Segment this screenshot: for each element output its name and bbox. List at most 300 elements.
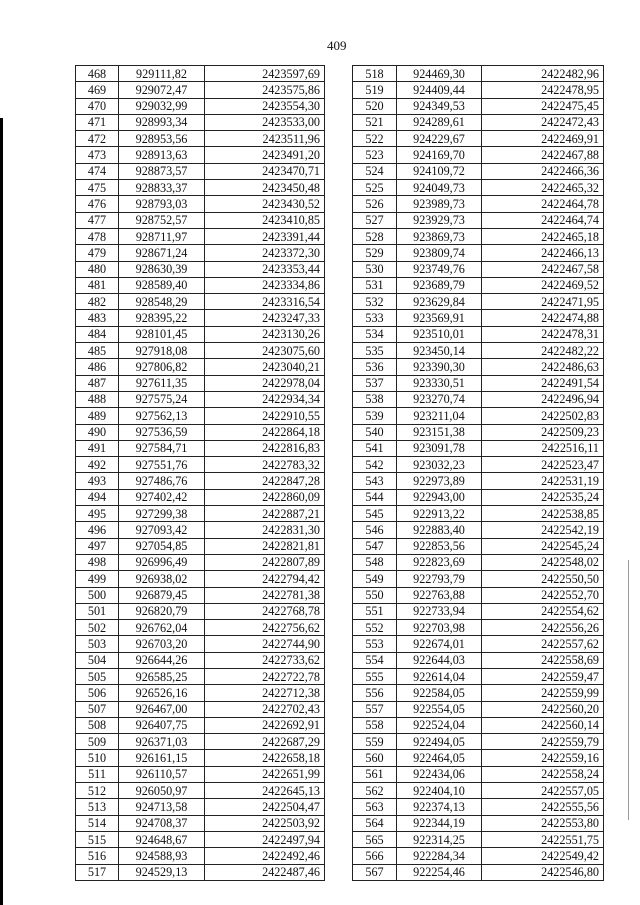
table-row	[353, 163, 604, 179]
table-row	[76, 636, 325, 652]
table-row	[353, 506, 604, 522]
y-coordinate-cell: 2423391,44	[205, 228, 325, 244]
y-coordinate-cell: 2422497,94	[205, 831, 325, 847]
x-coordinate-cell: 927584,71	[119, 440, 205, 456]
table-row	[353, 114, 604, 130]
x-coordinate-cell: 928913,63	[119, 147, 205, 163]
y-coordinate-cell: 2422910,55	[205, 408, 325, 424]
point-number-cell: 471	[76, 114, 119, 130]
x-coordinate-cell: 922374,13	[397, 799, 482, 815]
point-number-cell: 537	[353, 375, 397, 391]
x-coordinate-cell: 927806,82	[119, 359, 205, 375]
table-row	[76, 294, 325, 310]
table-row	[76, 391, 325, 407]
table-row	[76, 473, 325, 489]
y-coordinate-cell: 2422816,83	[205, 440, 325, 456]
x-coordinate-cell: 922793,79	[397, 571, 482, 587]
page-number-text: 409	[327, 38, 347, 53]
x-coordinate-cell: 923510,01	[397, 326, 482, 342]
x-coordinate-cell: 926526,16	[119, 685, 205, 701]
point-number-cell: 513	[76, 799, 119, 815]
table-row	[353, 717, 604, 733]
y-coordinate-cell: 2422466,13	[482, 245, 604, 261]
table-row	[353, 375, 604, 391]
scan-edge-bar	[0, 118, 3, 905]
y-coordinate-cell: 2422491,54	[482, 375, 604, 391]
x-coordinate-cell: 928993,34	[119, 114, 205, 130]
y-coordinate-cell: 2422557,62	[482, 636, 604, 652]
y-coordinate-cell: 2422464,78	[482, 196, 604, 212]
coordinates-table-left	[75, 65, 325, 881]
point-number-cell: 474	[76, 163, 119, 179]
table-row	[353, 620, 604, 636]
x-coordinate-cell: 922674,01	[397, 636, 482, 652]
y-coordinate-cell: 2422768,78	[205, 603, 325, 619]
x-coordinate-cell: 924708,37	[119, 815, 205, 831]
point-number-cell: 499	[76, 571, 119, 587]
x-coordinate-cell: 924109,72	[397, 163, 482, 179]
y-coordinate-cell: 2422559,16	[482, 750, 604, 766]
table-row	[76, 571, 325, 587]
table-row	[76, 440, 325, 456]
y-coordinate-cell: 2423533,00	[205, 114, 325, 130]
table-row	[353, 522, 604, 538]
y-coordinate-cell: 2422702,43	[205, 701, 325, 717]
table-row	[353, 766, 604, 782]
table-row	[353, 343, 604, 359]
point-number-cell: 491	[76, 440, 119, 456]
point-number-cell: 522	[353, 131, 397, 147]
table-row	[353, 180, 604, 196]
table-row	[353, 66, 604, 82]
x-coordinate-cell: 922703,98	[397, 620, 482, 636]
point-number-cell: 504	[76, 652, 119, 668]
table-row	[353, 587, 604, 603]
y-coordinate-cell: 2422559,99	[482, 685, 604, 701]
x-coordinate-cell: 924349,53	[397, 98, 482, 114]
y-coordinate-cell: 2422794,42	[205, 571, 325, 587]
y-coordinate-cell: 2422467,88	[482, 147, 604, 163]
table-row	[76, 196, 325, 212]
point-number-cell: 521	[353, 114, 397, 130]
point-number-cell: 552	[353, 620, 397, 636]
y-coordinate-cell: 2422467,58	[482, 261, 604, 277]
x-coordinate-cell: 922973,89	[397, 473, 482, 489]
x-coordinate-cell: 922404,10	[397, 783, 482, 799]
x-coordinate-cell: 923450,14	[397, 343, 482, 359]
y-coordinate-cell: 2422492,46	[205, 848, 325, 864]
y-coordinate-cell: 2423554,30	[205, 98, 325, 114]
table-row	[353, 196, 604, 212]
point-number-cell: 490	[76, 424, 119, 440]
y-coordinate-cell: 2422831,30	[205, 522, 325, 538]
table-row	[353, 457, 604, 473]
x-coordinate-cell: 922913,22	[397, 506, 482, 522]
table-row	[76, 815, 325, 831]
point-number-cell: 533	[353, 310, 397, 326]
x-coordinate-cell: 928630,39	[119, 261, 205, 277]
point-number-cell: 492	[76, 457, 119, 473]
x-coordinate-cell: 929072,47	[119, 82, 205, 98]
x-coordinate-cell: 926703,20	[119, 636, 205, 652]
point-number-cell: 483	[76, 310, 119, 326]
y-coordinate-cell: 2423450,48	[205, 180, 325, 196]
x-coordinate-cell: 922943,00	[397, 489, 482, 505]
table-row	[353, 701, 604, 717]
coordinates-table-left-body	[76, 66, 325, 881]
x-coordinate-cell: 922314,25	[397, 831, 482, 847]
y-coordinate-cell: 2422553,80	[482, 815, 604, 831]
x-coordinate-cell: 927054,85	[119, 538, 205, 554]
x-coordinate-cell: 922344,19	[397, 815, 482, 831]
x-coordinate-cell: 927536,59	[119, 424, 205, 440]
table-row	[76, 359, 325, 375]
table-row	[76, 554, 325, 570]
point-number-cell: 539	[353, 408, 397, 424]
x-coordinate-cell: 922584,05	[397, 685, 482, 701]
x-coordinate-cell: 927575,24	[119, 391, 205, 407]
point-number-cell: 515	[76, 831, 119, 847]
y-coordinate-cell: 2422847,28	[205, 473, 325, 489]
point-number-cell: 518	[353, 66, 397, 82]
table-row	[353, 98, 604, 114]
y-coordinate-cell: 2423597,69	[205, 66, 325, 82]
y-coordinate-cell: 2422781,38	[205, 587, 325, 603]
y-coordinate-cell: 2422658,18	[205, 750, 325, 766]
y-coordinate-cell: 2422469,52	[482, 277, 604, 293]
table-row	[76, 831, 325, 847]
point-number-cell: 524	[353, 163, 397, 179]
x-coordinate-cell: 922494,05	[397, 734, 482, 750]
table-row	[353, 147, 604, 163]
point-number-cell: 538	[353, 391, 397, 407]
point-number-cell: 530	[353, 261, 397, 277]
y-coordinate-cell: 2422556,26	[482, 620, 604, 636]
x-coordinate-cell: 928395,22	[119, 310, 205, 326]
point-number-cell: 550	[353, 587, 397, 603]
point-number-cell: 480	[76, 261, 119, 277]
point-number-cell: 561	[353, 766, 397, 782]
table-row	[353, 245, 604, 261]
point-number-cell: 567	[353, 864, 397, 880]
x-coordinate-cell: 926110,57	[119, 766, 205, 782]
table-row	[76, 750, 325, 766]
x-coordinate-cell: 924409,44	[397, 82, 482, 98]
y-coordinate-cell: 2422475,45	[482, 98, 604, 114]
table-row	[76, 212, 325, 228]
coordinates-table-right	[352, 65, 604, 881]
x-coordinate-cell: 926938,02	[119, 571, 205, 587]
table-row	[353, 440, 604, 456]
table-row	[353, 799, 604, 815]
point-number-cell: 505	[76, 668, 119, 684]
y-coordinate-cell: 2422821,81	[205, 538, 325, 554]
x-coordinate-cell: 922823,69	[397, 554, 482, 570]
y-coordinate-cell: 2422486,63	[482, 359, 604, 375]
y-coordinate-cell: 2422887,21	[205, 506, 325, 522]
point-number-cell: 544	[353, 489, 397, 505]
x-coordinate-cell: 926820,79	[119, 603, 205, 619]
y-coordinate-cell: 2422560,14	[482, 717, 604, 733]
x-coordinate-cell: 923091,78	[397, 440, 482, 456]
x-coordinate-cell: 922554,05	[397, 701, 482, 717]
y-coordinate-cell: 2422687,29	[205, 734, 325, 750]
x-coordinate-cell: 928589,40	[119, 277, 205, 293]
table-row	[76, 163, 325, 179]
point-number-cell: 503	[76, 636, 119, 652]
table-row	[76, 652, 325, 668]
y-coordinate-cell: 2422934,34	[205, 391, 325, 407]
x-coordinate-cell: 924049,73	[397, 180, 482, 196]
y-coordinate-cell: 2422551,75	[482, 831, 604, 847]
table-row	[76, 343, 325, 359]
point-number-cell: 536	[353, 359, 397, 375]
table-row	[76, 685, 325, 701]
table-row	[353, 131, 604, 147]
x-coordinate-cell: 924469,30	[397, 66, 482, 82]
point-number-cell: 534	[353, 326, 397, 342]
point-number-cell: 558	[353, 717, 397, 733]
x-coordinate-cell: 922254,46	[397, 864, 482, 880]
point-number-cell: 486	[76, 359, 119, 375]
y-coordinate-cell: 2422531,19	[482, 473, 604, 489]
x-coordinate-cell: 928833,37	[119, 180, 205, 196]
table-row	[76, 766, 325, 782]
y-coordinate-cell: 2423372,30	[205, 245, 325, 261]
x-coordinate-cell: 924229,67	[397, 131, 482, 147]
table-row	[353, 228, 604, 244]
y-coordinate-cell: 2422466,36	[482, 163, 604, 179]
x-coordinate-cell: 926467,00	[119, 701, 205, 717]
y-coordinate-cell: 2423470,71	[205, 163, 325, 179]
point-number-cell: 523	[353, 147, 397, 163]
point-number-cell: 479	[76, 245, 119, 261]
point-number-cell: 472	[76, 131, 119, 147]
x-coordinate-cell: 922644,03	[397, 652, 482, 668]
y-coordinate-cell: 2423491,20	[205, 147, 325, 163]
x-coordinate-cell: 922434,06	[397, 766, 482, 782]
y-coordinate-cell: 2423075,60	[205, 343, 325, 359]
table-row	[353, 294, 604, 310]
table-row	[353, 408, 604, 424]
point-number-cell: 510	[76, 750, 119, 766]
y-coordinate-cell: 2422523,47	[482, 457, 604, 473]
y-coordinate-cell: 2422864,18	[205, 424, 325, 440]
point-number-cell: 546	[353, 522, 397, 538]
y-coordinate-cell: 2423040,21	[205, 359, 325, 375]
point-number-cell: 512	[76, 783, 119, 799]
point-number-cell: 511	[76, 766, 119, 782]
table-row	[76, 668, 325, 684]
table-row	[76, 783, 325, 799]
table-row	[353, 571, 604, 587]
x-coordinate-cell: 922733,94	[397, 603, 482, 619]
point-number-cell: 517	[76, 864, 119, 880]
point-number-cell: 548	[353, 554, 397, 570]
table-row	[76, 848, 325, 864]
x-coordinate-cell: 927562,13	[119, 408, 205, 424]
table-row	[353, 848, 604, 864]
table-row	[76, 457, 325, 473]
table-row	[353, 473, 604, 489]
table-row	[353, 212, 604, 228]
y-coordinate-cell: 2423247,33	[205, 310, 325, 326]
y-coordinate-cell: 2422502,83	[482, 408, 604, 424]
y-coordinate-cell: 2423430,52	[205, 196, 325, 212]
point-number-cell: 556	[353, 685, 397, 701]
x-coordinate-cell: 926407,75	[119, 717, 205, 733]
y-coordinate-cell: 2422471,95	[482, 294, 604, 310]
point-number-cell: 541	[353, 440, 397, 456]
y-coordinate-cell: 2422555,56	[482, 799, 604, 815]
y-coordinate-cell: 2422465,18	[482, 228, 604, 244]
table-row	[353, 261, 604, 277]
x-coordinate-cell: 929111,82	[119, 66, 205, 82]
point-number-cell: 481	[76, 277, 119, 293]
y-coordinate-cell: 2423511,96	[205, 131, 325, 147]
point-number-cell: 495	[76, 506, 119, 522]
point-number-cell: 526	[353, 196, 397, 212]
y-coordinate-cell: 2422807,89	[205, 554, 325, 570]
table-row	[76, 310, 325, 326]
y-coordinate-cell: 2422552,70	[482, 587, 604, 603]
x-coordinate-cell: 923330,51	[397, 375, 482, 391]
x-coordinate-cell: 923390,30	[397, 359, 482, 375]
point-number-cell: 565	[353, 831, 397, 847]
point-number-cell: 470	[76, 98, 119, 114]
x-coordinate-cell: 928793,03	[119, 196, 205, 212]
y-coordinate-cell: 2422538,85	[482, 506, 604, 522]
table-row	[353, 424, 604, 440]
point-number-cell: 478	[76, 228, 119, 244]
x-coordinate-cell: 924588,93	[119, 848, 205, 864]
x-coordinate-cell: 923869,73	[397, 228, 482, 244]
table-row	[76, 82, 325, 98]
x-coordinate-cell: 928671,24	[119, 245, 205, 261]
point-number-cell: 535	[353, 343, 397, 359]
point-number-cell: 516	[76, 848, 119, 864]
table-row	[353, 489, 604, 505]
x-coordinate-cell: 928752,57	[119, 212, 205, 228]
y-coordinate-cell: 2422482,22	[482, 343, 604, 359]
table-row	[76, 864, 325, 880]
table-row	[76, 424, 325, 440]
y-coordinate-cell: 2422487,46	[205, 864, 325, 880]
point-number-cell: 506	[76, 685, 119, 701]
point-number-cell: 493	[76, 473, 119, 489]
x-coordinate-cell: 927402,42	[119, 489, 205, 505]
table-row	[353, 636, 604, 652]
x-coordinate-cell: 924648,67	[119, 831, 205, 847]
point-number-cell: 562	[353, 783, 397, 799]
table-row	[76, 98, 325, 114]
table-row	[353, 864, 604, 880]
x-coordinate-cell: 922464,05	[397, 750, 482, 766]
y-coordinate-cell: 2422482,96	[482, 66, 604, 82]
table-row	[353, 538, 604, 554]
table-row	[76, 538, 325, 554]
x-coordinate-cell: 926762,04	[119, 620, 205, 636]
table-row	[353, 326, 604, 342]
point-number-cell: 509	[76, 734, 119, 750]
point-number-cell: 496	[76, 522, 119, 538]
y-coordinate-cell: 2422554,62	[482, 603, 604, 619]
x-coordinate-cell: 927486,76	[119, 473, 205, 489]
x-coordinate-cell: 922763,88	[397, 587, 482, 603]
y-coordinate-cell: 2423130,26	[205, 326, 325, 342]
point-number-cell: 549	[353, 571, 397, 587]
point-number-cell: 528	[353, 228, 397, 244]
x-coordinate-cell: 926879,45	[119, 587, 205, 603]
y-coordinate-cell: 2422560,20	[482, 701, 604, 717]
y-coordinate-cell: 2422978,04	[205, 375, 325, 391]
y-coordinate-cell: 2422465,32	[482, 180, 604, 196]
y-coordinate-cell: 2422557,05	[482, 783, 604, 799]
x-coordinate-cell: 926644,26	[119, 652, 205, 668]
x-coordinate-cell: 924289,61	[397, 114, 482, 130]
y-coordinate-cell: 2422545,24	[482, 538, 604, 554]
table-row	[353, 831, 604, 847]
x-coordinate-cell: 923749,76	[397, 261, 482, 277]
y-coordinate-cell: 2422645,13	[205, 783, 325, 799]
table-row	[76, 326, 325, 342]
x-coordinate-cell: 926371,03	[119, 734, 205, 750]
table-row	[76, 180, 325, 196]
x-coordinate-cell: 926161,15	[119, 750, 205, 766]
y-coordinate-cell: 2422558,69	[482, 652, 604, 668]
table-row	[76, 228, 325, 244]
x-coordinate-cell: 923929,73	[397, 212, 482, 228]
table-row	[76, 701, 325, 717]
coordinates-table-right-body	[353, 66, 604, 881]
point-number-cell: 507	[76, 701, 119, 717]
x-coordinate-cell: 928953,56	[119, 131, 205, 147]
point-number-cell: 487	[76, 375, 119, 391]
x-coordinate-cell: 923809,74	[397, 245, 482, 261]
x-coordinate-cell: 922614,04	[397, 668, 482, 684]
table-row	[353, 82, 604, 98]
x-coordinate-cell: 922853,56	[397, 538, 482, 554]
y-coordinate-cell: 2422535,24	[482, 489, 604, 505]
table-row	[353, 603, 604, 619]
table-row	[76, 131, 325, 147]
y-coordinate-cell: 2422559,47	[482, 668, 604, 684]
y-coordinate-cell: 2422478,31	[482, 326, 604, 342]
y-coordinate-cell: 2422509,23	[482, 424, 604, 440]
table-row	[76, 277, 325, 293]
x-coordinate-cell: 923989,73	[397, 196, 482, 212]
x-coordinate-cell: 927918,08	[119, 343, 205, 359]
point-number-cell: 532	[353, 294, 397, 310]
x-coordinate-cell: 923032,23	[397, 457, 482, 473]
x-coordinate-cell: 923569,91	[397, 310, 482, 326]
point-number-cell: 497	[76, 538, 119, 554]
point-number-cell: 553	[353, 636, 397, 652]
y-coordinate-cell: 2422549,42	[482, 848, 604, 864]
point-number-cell: 501	[76, 603, 119, 619]
scan-edge-line	[628, 560, 629, 820]
y-coordinate-cell: 2423575,86	[205, 82, 325, 98]
table-row	[76, 408, 325, 424]
y-coordinate-cell: 2422783,32	[205, 457, 325, 473]
point-number-cell: 563	[353, 799, 397, 815]
table-row	[353, 310, 604, 326]
y-coordinate-cell: 2422548,02	[482, 554, 604, 570]
table-row	[76, 66, 325, 82]
point-number-cell: 475	[76, 180, 119, 196]
point-number-cell: 525	[353, 180, 397, 196]
y-coordinate-cell: 2422472,43	[482, 114, 604, 130]
